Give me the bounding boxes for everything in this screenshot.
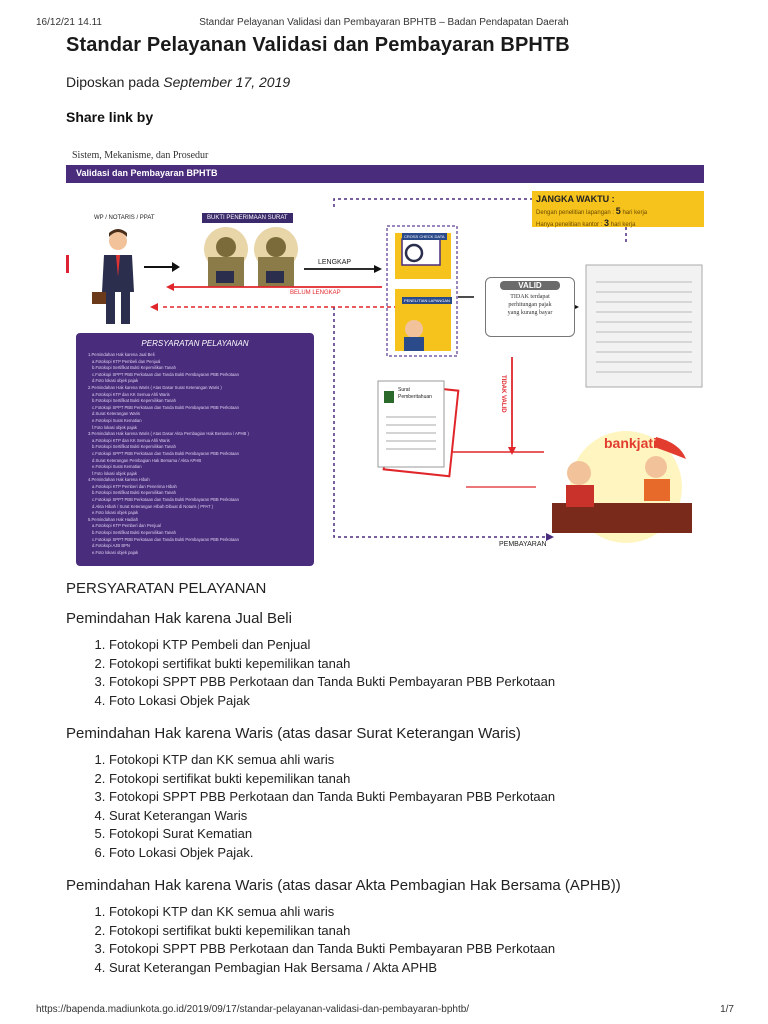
time-limit-row-field: Dengan penelitian lapangan : 5 hari kerja	[536, 206, 648, 216]
person-figure	[92, 229, 134, 324]
requirements-panel-line: f.Foto lokasi objek pajak	[92, 424, 137, 430]
requirements-panel-line: c.Fotokopi SPPT PBB Perkotaan dan Tanda Bukti Pembayaran PBB Perkotaan	[92, 371, 239, 377]
section-title: Pemindahan Hak karena Waris (atas dasar Akta Pembagian Hak Bersama (APHB))	[66, 877, 621, 894]
print-page-title: Standar Pelayanan Validasi dan Pembayaran BPHTB – Badan Pendapatan Daerah	[199, 17, 569, 28]
list-item: 3. Fotokopi SPPT PBB Perkotaan dan Tanda Bukti Pembayaran PBB Perkotaan	[109, 673, 706, 692]
print-date: 16/12/21 14.11	[36, 17, 102, 28]
mail-icon	[66, 255, 69, 273]
list-item: 6. Foto Lokasi Objek Pajak.	[109, 844, 706, 863]
list-item: 1. Fotokopi KTP dan KK semua ahli waris	[109, 903, 706, 922]
wp-label: WP / NOTARIS / PPAT	[94, 215, 155, 221]
requirements-panel-line: c.Fotokopi SPPT PBB Perkotaan dan Tanda Bukti Pembayaran PBB Perkotaan	[92, 497, 239, 503]
requirements-list-aphb	[109, 903, 706, 977]
valid-label: VALID	[500, 281, 560, 290]
list-item: 2. Fotokopi sertifikat bukti kepemilikan tanah	[109, 922, 706, 941]
requirements-panel-line: e.Fotokopi Surat Kematian	[92, 464, 142, 470]
requirements-list-jual-beli	[109, 636, 706, 710]
bank-logo: bankjatim	[604, 435, 670, 451]
requirements-panel-line: e.Foto lokasi objek pajak	[92, 549, 139, 555]
valid-description: TIDAK terdapat perhitungan pajak yang kurang bayar	[507, 294, 553, 316]
list-item: 3. Fotokopi SPPT PBB Perkotaan dan Tanda Bukti Pembayaran PBB Perkotaan	[109, 940, 706, 959]
payment-label: PEMBAYARAN	[499, 541, 547, 548]
requirements-heading: PERSYARATAN PELAYANAN	[66, 580, 267, 597]
page-number: 1/7	[720, 1004, 734, 1015]
complete-label: LENGKAP	[318, 259, 352, 266]
list-item: 4. Foto Lokasi Objek Pajak	[109, 692, 706, 711]
requirements-panel-line: d.Fotokopi AJB BPN	[92, 543, 130, 549]
requirements-panel-line: a.Fotokopi KTP dan KK Semua Ahli Waris	[92, 437, 170, 443]
posted-prefix: Diposkan pada	[66, 74, 160, 90]
requirements-panel-line: b.Fotokopi Sertifikat Bukti Kepemilikan Tanah	[92, 365, 176, 371]
requirements-panel-line: 4.Pemindahan Hak karena Hibah	[88, 477, 150, 483]
requirements-section	[66, 580, 706, 977]
requirements-panel-line: a.Fotokopi KTP dan KK Semua Ahli Waris	[92, 391, 170, 397]
list-item: 4. Surat Keterangan Waris	[109, 807, 706, 826]
requirements-panel-line: d.Foto lokasi objek pajak	[92, 378, 139, 384]
infographic-banner-text: Validasi dan Pembayaran BPHTB	[76, 168, 218, 178]
page-title: Standar Pelayanan Validasi dan Pembayaran BPHTB	[66, 34, 570, 56]
requirements-panel-line: 1.Pemindahan Hak karena Jual Beli	[88, 352, 155, 357]
requirements-panel-line: f.Foto lokasi objek pajak	[92, 470, 137, 476]
posted-date[interactable]: September 17, 2019	[163, 74, 291, 90]
requirements-panel-line: a.Fotokopi KTP Pembeli dan Penjual	[92, 358, 161, 364]
requirements-panel-title: PERSYARATAN PELAYANAN	[141, 339, 249, 348]
section-title: Pemindahan Hak karena Waris (atas dasar Surat Keterangan Waris)	[66, 725, 521, 742]
requirements-panel-line: c.Fotokopi SPPT PBB Perkotaan dan Tanda Bukti Pembayaran PBB Perkotaan	[92, 404, 239, 410]
requirements-panel-line: c.Fotokopi SPPT PBB Perkotaan dan Tanda Bukti Pembayaran PBB Perkotaan	[92, 450, 239, 456]
requirements-panel-line: b.Fotokopi Sertifikat Bukti Kepemilikan Tanah	[92, 398, 176, 404]
list-item: 2. Fotokopi sertifikat bukti kepemilikan tanah	[109, 770, 706, 789]
list-item: 2. Fotokopi sertifikat bukti kepemilikan tanah	[109, 655, 706, 674]
requirements-panel	[76, 333, 314, 566]
list-item: 4. Surat Keterangan Pembagian Hak Bersama / Akta APHB	[109, 959, 706, 978]
time-limit-title: JANGKA WAKTU :	[536, 194, 615, 204]
requirements-panel-line: e.Foto lokasi objek pajak	[92, 510, 139, 516]
post-meta	[66, 74, 716, 90]
time-limit-box	[532, 191, 704, 227]
requirements-panel-line: e.Fotokopi Surat Kematian	[92, 417, 142, 423]
print-url[interactable]: https://bapenda.madiunkota.go.id/2019/09/17/standar-pelayanan-validasi-dan-pembayaran-bphtb/	[36, 1004, 470, 1015]
requirements-panel-line: 2.Pemindahan Hak karena Waris ( Atas Dasar Surat Keterangan Waris )	[88, 384, 222, 390]
requirements-panel-line: a.Fotokopi KTP Pemberi dan Penjual	[92, 523, 161, 529]
list-item: 3. Fotokopi SPPT PBB Perkotaan dan Tanda Bukti Pembayaran PBB Perkotaan	[109, 788, 706, 807]
requirements-panel-line: c.Fotokopi SPPT PBB Perkotaan dan Tanda Bukti Pembayaran PBB Perkotaan	[92, 536, 239, 542]
print-footer	[0, 994, 768, 1024]
list-item: 1. Fotokopi KTP dan KK semua ahli waris	[109, 751, 706, 770]
officers-illustration	[204, 227, 298, 287]
letter-title-1: Surat	[398, 387, 410, 393]
letter-title-2: Pemberitahuan	[398, 394, 432, 400]
receipt-label: BUKTI PENERIMAAN SURAT	[202, 213, 293, 223]
list-item: 5. Fotokopi Surat Kematian	[109, 825, 706, 844]
infographic-caption: Sistem, Mekanisme, dan Prosedur	[72, 150, 209, 161]
section-title: Pemindahan Hak karena Jual Beli	[66, 610, 292, 627]
time-limit-row-office: Hanya penelitian kantor : 3 hari kerja	[536, 218, 636, 228]
requirements-panel-line: a.Fotokopi KTP Pemberi dan Penerima Hibah	[92, 483, 177, 489]
requirements-panel-line: b.Fotokopi Sertifikat Bukti Kepemilikan Tanah	[92, 530, 176, 536]
requirements-panel-lines	[88, 352, 302, 556]
cross-check-label: CROSS CHECK DATA	[404, 234, 445, 239]
requirements-panel-line: d.Akta Hibah / Surat Keterangan Hibah Dibuat di Notaris ( PPAT )	[92, 503, 214, 509]
requirements-panel-line: 3.Pemindahan Hak karena Waris ( Atas Dasar Akta Pembagian Hak Bersama / APHB )	[88, 431, 249, 437]
requirements-panel-line: b.Fotokopi Sertifikat Bukti Kepemilikan Tanah	[92, 444, 176, 450]
share-label: Share link by	[66, 109, 154, 125]
requirements-panel-line: 5.Pemindahan Hak Hadiah	[88, 516, 139, 522]
requirements-panel-line: b.Fotokopi Sertifikat Bukti Kepemilikan Tanah	[92, 490, 176, 496]
print-header	[0, 0, 768, 28]
article-header	[66, 34, 716, 125]
field-research-label: PENELITIAN LAPANGAN	[404, 298, 450, 303]
incomplete-label: BELUM LENGKAP	[290, 290, 341, 296]
bphtb-infographic	[66, 147, 704, 570]
requirements-panel-line: d.Surat Keterangan Pembagian Hak Bersama / Akta APHB	[92, 457, 202, 463]
invalid-label: TIDAK VALID	[500, 375, 506, 413]
requirements-list-waris	[109, 751, 706, 862]
valid-box	[485, 277, 575, 337]
requirements-panel-line: d.Surat Keterangan Waris	[92, 411, 141, 417]
list-item: 1. Fotokopi KTP Pembeli dan Penjual	[109, 636, 706, 655]
